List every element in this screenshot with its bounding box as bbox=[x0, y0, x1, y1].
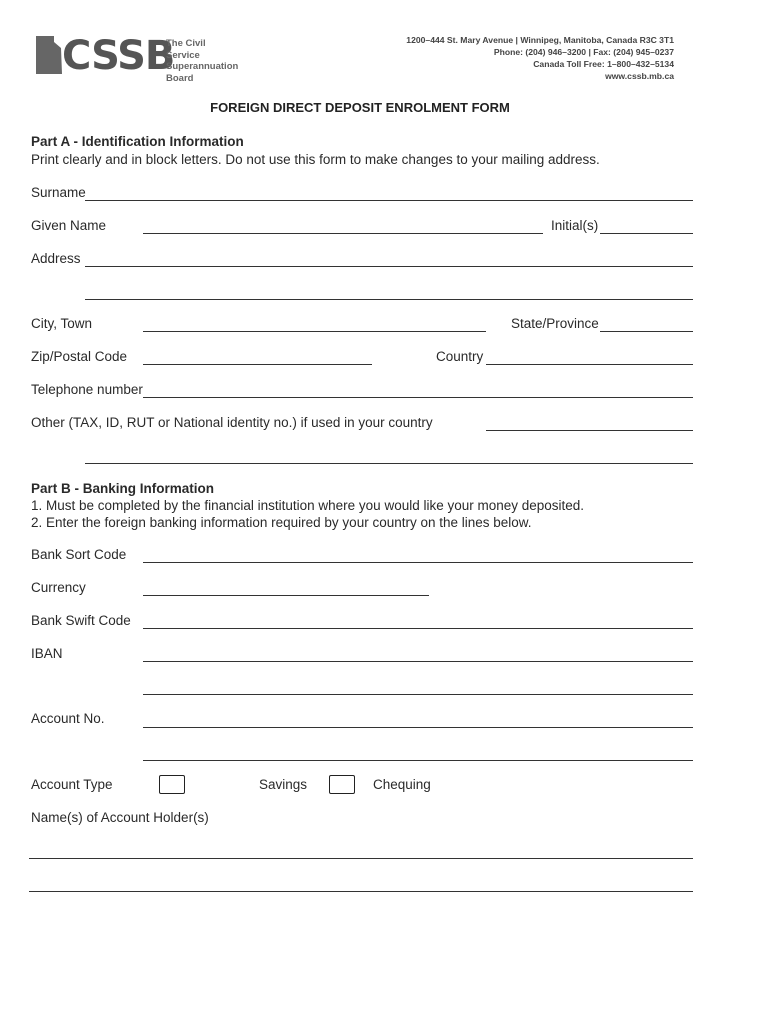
account-type-label: Account Type bbox=[31, 777, 113, 792]
country-field[interactable] bbox=[486, 364, 693, 365]
currency-field[interactable] bbox=[143, 595, 429, 596]
surname-label: Surname bbox=[31, 185, 86, 200]
bank-sort-code-label: Bank Sort Code bbox=[31, 547, 127, 562]
account-holders-label: Name(s) of Account Holder(s) bbox=[31, 810, 209, 825]
form-title: FOREIGN DIRECT DEPOSIT ENROLMENT FORM bbox=[210, 100, 510, 115]
part-b-instruction-1: 1. Must be completed by the financial institution where you would like your money deposited. bbox=[31, 498, 585, 513]
initials-label: Initial(s) bbox=[551, 218, 599, 233]
city-label: City, Town bbox=[31, 316, 93, 331]
surname-field[interactable] bbox=[85, 200, 693, 201]
cssb-logo bbox=[34, 32, 239, 84]
iban-label: IBAN bbox=[31, 646, 63, 661]
other-id-field-line-1[interactable] bbox=[486, 430, 693, 431]
bank-swift-code-label: Bank Swift Code bbox=[31, 613, 131, 628]
header-phone: Phone: (204) 946–3200 | Fax: (204) 945–0237 bbox=[493, 47, 674, 57]
telephone-field[interactable] bbox=[143, 397, 693, 398]
iban-field-line-1[interactable] bbox=[143, 661, 693, 662]
given-name-field[interactable] bbox=[143, 233, 543, 234]
address-label: Address bbox=[31, 251, 81, 266]
city-field[interactable] bbox=[143, 331, 486, 332]
chequing-checkbox[interactable] bbox=[329, 775, 355, 794]
logo-wordmark: CSSB bbox=[62, 33, 175, 79]
logo-subtitle: The Civil Service Superannuation Board bbox=[166, 38, 239, 84]
zip-field[interactable] bbox=[143, 364, 372, 365]
part-b-heading: Part B - Banking Information bbox=[31, 481, 215, 496]
account-no-field-line-1[interactable] bbox=[143, 727, 693, 728]
bank-sort-code-field[interactable] bbox=[143, 562, 693, 563]
iban-field-line-2[interactable] bbox=[143, 694, 693, 695]
given-name-label: Given Name bbox=[31, 218, 107, 233]
address-field-line-1[interactable] bbox=[85, 266, 693, 267]
state-label: State/Province bbox=[511, 316, 599, 331]
header-website: www.cssb.mb.ca bbox=[605, 71, 674, 81]
address-field-line-2[interactable] bbox=[85, 299, 693, 300]
header-address: 1200–444 St. Mary Avenue | Winnipeg, Manitoba, Canada R3C 3T1 bbox=[406, 35, 674, 45]
header-contact bbox=[406, 34, 674, 82]
bank-swift-code-field[interactable] bbox=[143, 628, 693, 629]
state-field[interactable] bbox=[600, 331, 693, 332]
part-a-instructions: Print clearly and in block letters. Do not use this form to make changes to your mailing address. bbox=[31, 152, 600, 167]
account-no-label: Account No. bbox=[31, 711, 105, 726]
zip-label: Zip/Postal Code bbox=[31, 349, 128, 364]
header-toll-free: Canada Toll Free: 1–800–432–5134 bbox=[533, 59, 674, 69]
initials-field[interactable] bbox=[600, 233, 693, 234]
part-a-heading: Part A - Identification Information bbox=[31, 134, 244, 149]
telephone-label: Telephone number bbox=[31, 382, 143, 397]
other-id-field-line-2[interactable] bbox=[85, 463, 693, 464]
savings-checkbox[interactable] bbox=[159, 775, 185, 794]
chequing-label: Chequing bbox=[373, 777, 431, 792]
savings-label: Savings bbox=[259, 777, 308, 792]
other-id-label: Other (TAX, ID, RUT or National identity no.) if used in your country bbox=[31, 415, 433, 430]
account-holders-field-line-2[interactable] bbox=[29, 891, 693, 892]
part-b-instruction-2: 2. Enter the foreign banking information required by your country on the lines below. bbox=[31, 515, 532, 530]
country-label: Country bbox=[436, 349, 484, 364]
currency-label: Currency bbox=[31, 580, 86, 595]
manitoba-map-icon bbox=[34, 34, 64, 76]
account-no-field-line-2[interactable] bbox=[143, 760, 693, 761]
account-holders-field-line-1[interactable] bbox=[29, 858, 693, 859]
